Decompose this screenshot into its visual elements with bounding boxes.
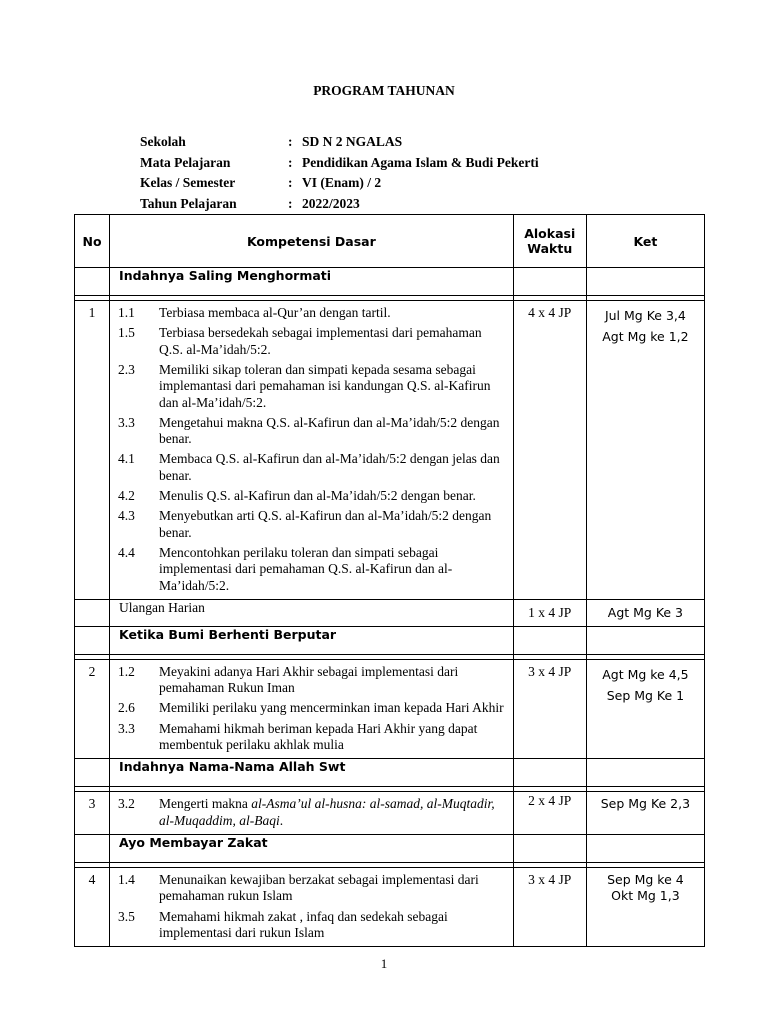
header-alokasi-line1: Alokasi xyxy=(524,226,576,241)
row-number: 1 xyxy=(75,301,110,600)
ulangan-label: Ulangan Harian xyxy=(110,599,514,626)
ket-cell: Sep Mg ke 4 Okt Mg 1,3 xyxy=(586,867,704,946)
section-title: Ketika Bumi Berhenti Berputar xyxy=(110,626,514,654)
info-key: Kelas / Semester xyxy=(140,175,236,191)
info-value: SD N 2 NGALAS xyxy=(302,134,403,150)
kd-item: 4.2 Menulis Q.S. al-Kafirun dan al-Ma’idah/5:2 dengan benar. xyxy=(118,488,476,504)
header-kompetensi-dasar: Kompetensi Dasar xyxy=(110,215,514,268)
row-number: 3 xyxy=(75,792,110,835)
info-colon: : xyxy=(288,154,293,170)
section-row xyxy=(75,759,705,787)
ulangan-ket: Agt Mg Ke 3 xyxy=(586,599,704,626)
section-row xyxy=(75,268,705,296)
info-value: Pendidikan Agama Islam & Budi Pekerti xyxy=(302,154,539,170)
info-colon: : xyxy=(288,195,293,211)
kd-item: 1.1 Terbiasa membaca al-Qur’an dengan tartil. xyxy=(118,305,391,320)
alokasi-cell: 3 x 4 JP xyxy=(513,867,586,946)
info-key: Mata Pelajaran xyxy=(140,154,231,170)
kd-item: 4.3 Menyebutkan arti Q.S. al-Kafirun dan al-Ma’idah/5:2 dengan benar. xyxy=(118,508,492,540)
header-ket: Ket xyxy=(586,215,704,268)
ket-cell: Sep Mg Ke 2,3 xyxy=(586,792,704,835)
section-title: Ayo Membayar Zakat xyxy=(110,834,514,862)
kd-item: 2.3 Memiliki sikap toleran dan simpati kepada sesama sebagai implemantasi dari pemahaman isi kandungan Q.S. al-Kafirun dan al-Ma’idah/5:2. xyxy=(118,361,491,410)
ket-cell: Jul Mg Ke 3,4 Agt Mg ke 1,2 xyxy=(586,301,704,600)
info-key: Tahun Pelajaran xyxy=(140,195,237,211)
alokasi-cell: 2 x 4 JP xyxy=(513,792,586,835)
kd-item: 3.3 Memahami hikmah beriman kepada Hari Akhir yang dapat membentuk perilaku akhlak mulia xyxy=(118,720,478,753)
kd-item: 4.1 Membaca Q.S. al-Kafirun dan al-Ma’idah/5:2 dengan jelas dan benar. xyxy=(118,451,500,483)
ulangan-alokasi: 1 x 4 JP xyxy=(513,599,586,626)
kd-item: 3.5 Memahami hikmah zakat , infaq dan sedekah sebagai implementasi dari rukun Islam xyxy=(118,908,448,940)
table-row xyxy=(75,792,705,835)
kd-item: 3.3 Mengetahui makna Q.S. al-Kafirun dan al-Ma’idah/5:2 dengan benar. xyxy=(118,414,500,447)
kd-item: 2.6 Memiliki perilaku yang mencerminkan iman kepada Hari Akhir xyxy=(118,700,504,716)
row-number: 2 xyxy=(75,659,110,758)
info-row-sekolah xyxy=(140,132,539,153)
kd-cell xyxy=(110,792,514,835)
kd-cell xyxy=(110,659,514,758)
document-info xyxy=(140,132,539,214)
document-title: PROGRAM TAHUNAN xyxy=(313,83,455,98)
info-row-mata-pelajaran xyxy=(140,153,539,174)
header-alokasi-waktu xyxy=(513,215,586,268)
kd-item: 1.5 Terbiasa bersedekah sebagai implementasi dari pemahaman Q.S. al-Ma’idah/5:2. xyxy=(118,325,482,357)
kd-item: 4.4 Mencontohkan perilaku toleran dan simpati sebagai implementasi dari pemahaman Q.S. al-Kafirun dan al-Ma’idah/5:2. xyxy=(118,544,453,593)
table-row xyxy=(75,659,705,758)
section-title: Indahnya Nama-Nama Allah Swt xyxy=(110,759,514,787)
info-key: Sekolah xyxy=(140,134,186,150)
table-row xyxy=(75,301,705,600)
alokasi-cell: 3 x 4 JP xyxy=(513,659,586,758)
info-row-kelas-semester xyxy=(140,173,539,194)
kd-cell xyxy=(110,301,514,600)
ket-cell: Agt Mg ke 4,5 Sep Mg Ke 1 xyxy=(586,659,704,758)
info-row-tahun-pelajaran xyxy=(140,194,539,215)
section-row xyxy=(75,626,705,654)
section-row xyxy=(75,834,705,862)
table-header-row xyxy=(75,215,705,268)
header-alokasi-line2: Waktu xyxy=(527,241,573,256)
section-title: Indahnya Saling Menghormati xyxy=(110,268,514,296)
info-value: 2022/2023 xyxy=(302,195,360,211)
table-row xyxy=(75,867,705,946)
kd-item: 3.2 Mengerti makna al-Asma’ul al-husna: al-samad, al-Muqtadir, al-Muqaddim, al-Baqi. xyxy=(118,796,495,828)
header-no: No xyxy=(75,215,110,268)
info-colon: : xyxy=(288,175,293,191)
info-value: VI (Enam) / 2 xyxy=(302,175,382,191)
page-number: 1 xyxy=(380,956,388,971)
row-number: 4 xyxy=(75,867,110,946)
info-colon: : xyxy=(288,134,293,150)
program-tahunan-table xyxy=(74,214,705,947)
alokasi-cell: 4 x 4 JP xyxy=(513,301,586,600)
kd-item: 1.4 Menunaikan kewajiban berzakat sebagai implementasi dari pemahaman rukun Islam xyxy=(118,871,479,904)
ulangan-row xyxy=(75,599,705,626)
kd-cell xyxy=(110,867,514,946)
kd-item: 1.2 Meyakini adanya Hari Akhir sebagai implementasi dari pemahaman Rukun Iman xyxy=(118,663,459,696)
